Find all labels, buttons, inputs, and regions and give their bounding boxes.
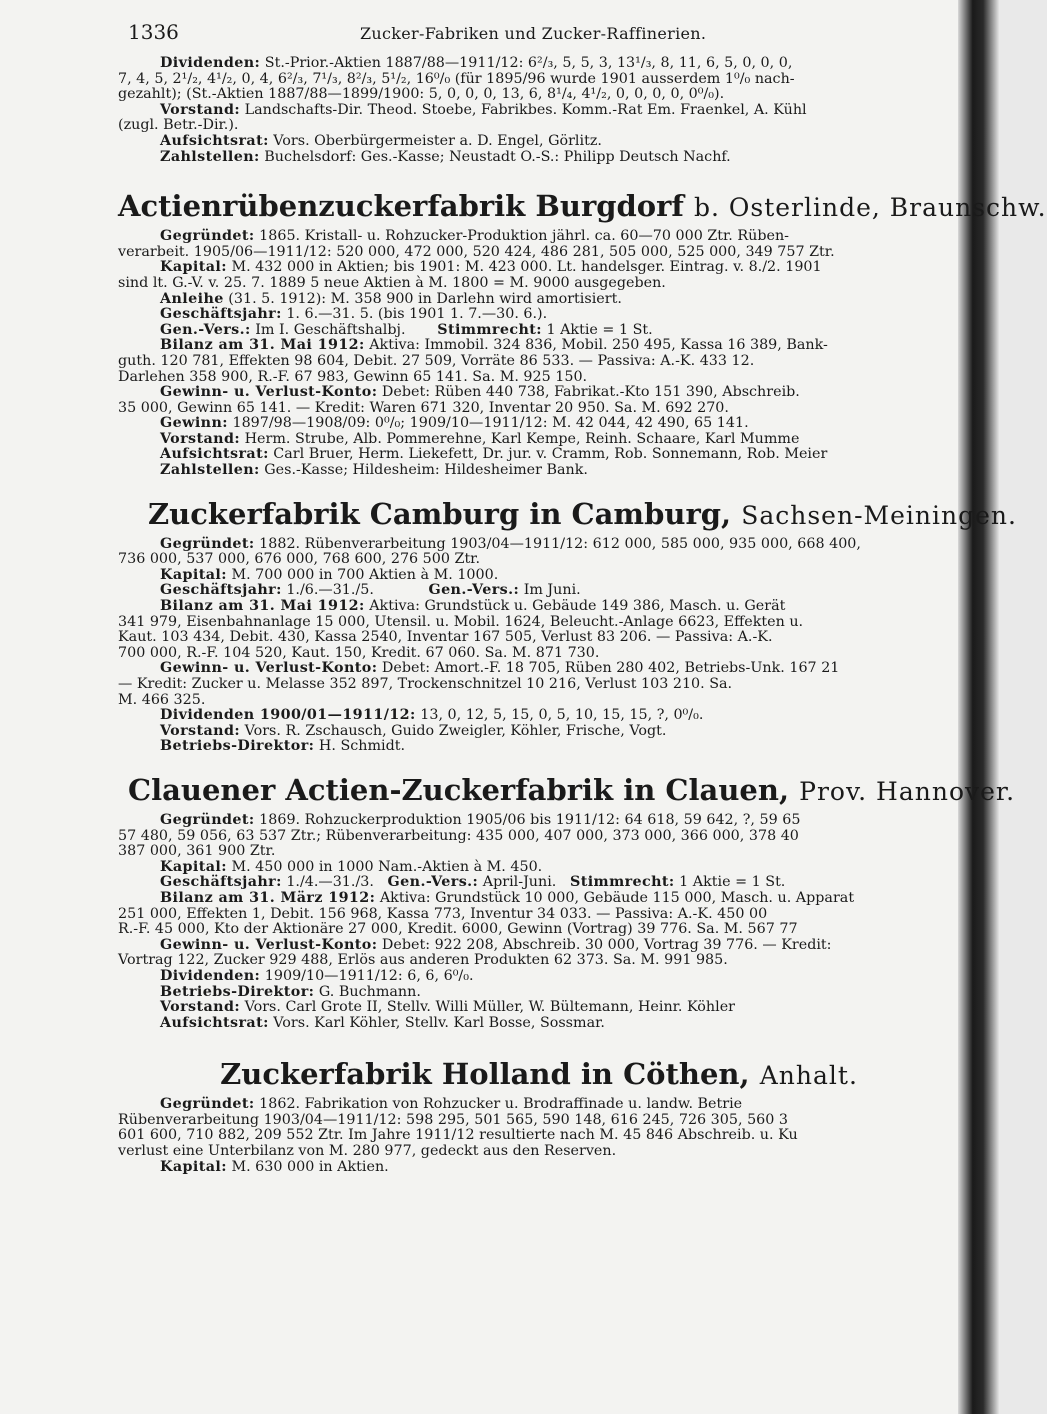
field-text: Buchelsdorf: Ges.-Kasse; Neustadt O.-S.: Philipp Deutsch Nachf. xyxy=(264,148,731,165)
field-label: Gen.-Vers.: xyxy=(387,874,479,891)
line xyxy=(118,338,960,354)
field-text: 1882. Rübenverarbeitung 1903/04—1911/12: 612 000, 585 000, 935 000, 668 400, xyxy=(259,535,861,552)
field-text: 13, 0, 12, 5, 15, 0, 5, 10, 15, 15, ?, 0⁰/₀. xyxy=(420,707,704,724)
field-text: St.-Prior.-Aktien 1887/88—1911/12: 6²/₃, 5, 5, 3, 13¹/₃, 8, 11, 6, 5, 0, 0, 0, xyxy=(264,55,793,71)
field-text: Carl Bruer, Herm. Liekefett, Dr. jur. v. Cramm, Rob. Sonnemann, Rob. Meier xyxy=(273,446,828,463)
line xyxy=(118,615,960,631)
field-label: Kapital: xyxy=(160,1158,227,1175)
field-text: Vors. R. Zschausch, Guido Zweigler, Köhler, Frische, Vogt. xyxy=(244,722,667,739)
line xyxy=(118,860,960,876)
line xyxy=(118,953,960,969)
line xyxy=(118,938,960,954)
field-label: Vorstand: xyxy=(160,722,241,739)
company-location: Anhalt. xyxy=(759,1061,858,1091)
field-text: Rübenverarbeitung 1903/04—1911/12: 598 295, 501 565, 590 148, 616 245, 726 305, 560 3 xyxy=(118,1111,788,1128)
entry-clauen xyxy=(118,772,1016,1031)
entry-title xyxy=(118,189,1047,225)
field-text: 35 000, Gewinn 65 141. — Kredit: Waren 671 320, Inventar 20 950. Sa. M. 692 270. xyxy=(118,399,729,416)
line xyxy=(118,134,960,150)
field-text: R.-F. 45 000, Kto der Aktionäre 27 000, Kredit. 6000, Gewinn (Vortrag) 39 776. Sa. M. 567 77 xyxy=(118,921,798,938)
line xyxy=(118,307,960,323)
line xyxy=(118,599,960,615)
text-column xyxy=(118,16,1047,1189)
field-text: 1862. Fabrikation von Rohzucker u. Brodraffinade u. landw. Betrie xyxy=(259,1096,743,1113)
field-label: Geschäftsjahr: xyxy=(160,874,282,891)
line xyxy=(118,583,960,599)
line xyxy=(118,875,960,891)
field-label: Gegründet: xyxy=(160,535,255,552)
line xyxy=(118,1144,960,1160)
line xyxy=(118,969,960,985)
field-text: April-Juni. xyxy=(482,874,557,891)
line xyxy=(118,1113,960,1129)
field-text: 736 000, 537 000, 676 000, 768 600, 276 500 Ztr. xyxy=(118,551,480,568)
field-label: Gegründet: xyxy=(160,811,255,828)
field-text: G. Buchmann. xyxy=(318,983,421,1000)
company-location: b. Osterlinde, Braunschw. xyxy=(693,193,1047,223)
field-text: 1 Aktie = 1 St. xyxy=(546,321,653,338)
field-text: 7, 4, 5, 2¹/₂, 4¹/₂, 0, 4, 6²/₃, 7¹/₃, 8²/₃, 5¹/₂, 16⁰/₀ (für 1895/96 wurde 1901 ausserdem 1⁰/₀ nach- xyxy=(118,70,795,87)
field-label: Gen.-Vers.: xyxy=(428,582,520,599)
line xyxy=(118,276,960,292)
field-label: Gewinn: xyxy=(160,415,228,432)
field-label: Vorstand: xyxy=(160,430,241,447)
field-label: Gen.-Vers.: xyxy=(160,321,251,338)
company-name: Zuckerfabrik Holland in Cöthen, xyxy=(220,1057,750,1092)
field-text: Herm. Strube, Alb. Pommerehne, Karl Kempe, Reinh. Schaare, Karl Mumme xyxy=(244,430,800,447)
page-header xyxy=(118,16,960,50)
field-text: (zugl. Betr.-Dir.). xyxy=(118,117,239,134)
field-label: Kapital: xyxy=(160,858,227,875)
entry-camburg xyxy=(118,496,1017,755)
field-text: 57 480, 59 056, 63 537 Ztr.; Rübenverarbeitung: 435 000, 407 000, 373 000, 366 000, 378 40 xyxy=(118,827,799,844)
field-label: Bilanz am 31. Mai 1912: xyxy=(160,598,365,615)
line xyxy=(118,447,960,463)
line xyxy=(118,1128,960,1144)
line xyxy=(118,292,960,308)
line xyxy=(118,985,960,1001)
field-label: Zahlstellen: xyxy=(160,148,260,165)
field-label: Gewinn- u. Verlust-Konto: xyxy=(160,660,378,677)
line xyxy=(118,1000,960,1016)
field-text: 1897/98—1908/09: 0⁰/₀; 1909/10—1911/12: M. 42 044, 42 490, 65 141. xyxy=(232,415,749,432)
field-text: Debet: Rüben 440 738, Fabrikat.-Kto 151 390, Abschreib. xyxy=(381,384,800,401)
field-text: Vors. Karl Köhler, Stellv. Karl Bosse, Sossmar. xyxy=(273,1014,605,1031)
line xyxy=(118,630,960,646)
field-text: gezahlt); (St.-Aktien 1887/88—1899/1900: 5, 0, 0, 0, 13, 6, 8¹/₄, 4¹/₂, 0, 0, 0, 0, 0⁰/₀). xyxy=(118,86,725,103)
field-text: M. 450 000 in 1000 Nam.-Aktien à M. 450. xyxy=(231,858,543,875)
line xyxy=(118,1097,960,1113)
field-label: Aufsichtsrat: xyxy=(160,1014,269,1031)
field-text: Vors. Oberbürgermeister a. D. Engel, Görlitz. xyxy=(273,132,602,149)
field-text: Aktiva: Grundstück u. Gebäude 149 386, Masch. u. Gerät xyxy=(369,598,786,615)
field-text: verarbeit. 1905/06—1911/12: 520 000, 472 000, 520 424, 486 281, 505 000, 525 000, 349 757 Ztr. xyxy=(118,243,835,260)
field-label: Gegründet: xyxy=(160,228,255,245)
line xyxy=(118,150,960,166)
line xyxy=(118,72,960,88)
field-label: Dividenden: xyxy=(160,967,261,984)
field-text: Debet: 922 208, Abschreib. 30 000, Vortrag 39 776. — Kredit: xyxy=(381,936,832,953)
field-label: Geschäftsjahr: xyxy=(160,582,282,599)
field-text: 1./6.—31./5. xyxy=(286,582,374,599)
line xyxy=(118,537,960,553)
company-location: Sachsen-Meiningen. xyxy=(741,500,1017,530)
field-label: Geschäftsjahr: xyxy=(160,306,282,323)
field-text: Aktiva: Immobil. 324 836, Mobil. 250 495, Kassa 16 389, Bank- xyxy=(369,337,828,354)
field-text: Aktiva: Grundstück 10 000, Gebäude 115 000, Masch. u. Apparat xyxy=(379,889,855,906)
field-text: Im Juni. xyxy=(523,582,581,599)
field-text: 1. 6.—31. 5. (bis 1901 1. 7.—30. 6.). xyxy=(286,306,548,323)
line xyxy=(118,661,960,677)
line xyxy=(118,260,960,276)
field-label: Gewinn- u. Verlust-Konto: xyxy=(160,384,378,401)
line xyxy=(118,432,960,448)
company-name: Actienrübenzuckerfabrik Burgdorf xyxy=(118,189,684,224)
company-location: Prov. Hannover. xyxy=(799,776,1016,806)
line xyxy=(118,844,960,860)
line xyxy=(118,416,960,432)
field-text: 387 000, 361 900 Ztr. xyxy=(118,843,276,860)
field-text: 1865. Kristall- u. Rohzucker-Produktion jährl. ca. 60—70 000 Ztr. Rüben- xyxy=(259,228,790,245)
field-text: (31. 5. 1912): M. 358 900 in Darlehn wird amortisiert. xyxy=(228,290,622,307)
line xyxy=(118,693,960,709)
entry-title xyxy=(118,1057,960,1093)
line xyxy=(118,401,960,417)
line xyxy=(118,646,960,662)
line xyxy=(118,1160,960,1176)
field-label: Vorstand: xyxy=(160,999,241,1016)
line xyxy=(118,568,960,584)
field-text: — Kredit: Zucker u. Melasse 352 897, Trockenschnitzel 10 216, Verlust 103 210. Sa. xyxy=(118,676,733,692)
field-text: 1./4.—31./3. xyxy=(286,874,374,891)
entry-holland xyxy=(118,1057,960,1175)
field-label: Kapital: xyxy=(160,566,227,583)
field-text: M. 432 000 in Aktien; bis 1901: M. 423 000. Lt. handelsger. Eintrag. v. 8./2. 1901 xyxy=(231,259,822,276)
field-text: 1909/10—1911/12: 6, 6, 6⁰/₀. xyxy=(264,967,474,984)
field-label: Stimmrecht: xyxy=(569,874,675,891)
entry-burgdorf xyxy=(118,189,1047,479)
company-name: Zuckerfabrik Camburg in Camburg, xyxy=(148,496,732,531)
field-text: 341 979, Eisenbahnanlage 15 000, Utensil. u. Mobil. 1624, Beleucht.-Anlage 6623, Effekten u. xyxy=(118,613,804,630)
field-label: Betriebs-Direktor: xyxy=(160,738,315,755)
field-label: Zahlstellen: xyxy=(160,462,260,479)
field-text: guth. 120 781, Effekten 98 604, Debit. 27 509, Vorräte 86 533. — Passiva: A.-K. 433 12. xyxy=(118,352,755,369)
line xyxy=(118,813,960,829)
field-text: Vors. Carl Grote II, Stellv. Willi Müller, W. Bültemann, Heinr. Köhler xyxy=(244,999,735,1016)
field-text: 1869. Rohzuckerproduktion 1905/06 bis 1911/12: 64 618, 59 642, ?, 59 65 xyxy=(259,811,801,828)
line xyxy=(118,385,960,401)
line xyxy=(118,829,960,845)
field-text: M. 466 325. xyxy=(118,691,206,708)
field-label: Dividenden 1900/01—1911/12: xyxy=(160,707,416,724)
line xyxy=(118,245,960,261)
line xyxy=(118,229,960,245)
field-text: Darlehen 358 900, R.-F. 67 983, Gewinn 65 141. Sa. M. 925 150. xyxy=(118,368,588,385)
field-text: 1 Aktie = 1 St. xyxy=(679,874,786,891)
field-label: Gewinn- u. Verlust-Konto: xyxy=(160,936,378,953)
field-text: Im I. Geschäftshalbj. xyxy=(255,321,406,338)
field-label: Dividenden: xyxy=(160,55,261,71)
line xyxy=(118,323,960,339)
field-label: Stimmrecht: xyxy=(437,321,542,338)
line xyxy=(118,724,960,740)
line xyxy=(118,891,960,907)
company-name: Clauener Actien-Zuckerfabrik in Clauen, xyxy=(128,772,790,807)
line xyxy=(118,354,960,370)
field-text: 700 000, R.-F. 104 520, Kaut. 150, Kredit. 67 060. Sa. M. 871 730. xyxy=(118,644,600,661)
line xyxy=(118,677,960,693)
line xyxy=(118,103,960,119)
entry-title xyxy=(118,496,1017,533)
field-label: Aufsichtsrat: xyxy=(160,446,269,463)
line xyxy=(118,739,960,755)
line xyxy=(118,463,960,479)
line xyxy=(118,118,960,134)
field-text: 601 600, 710 882, 209 552 Ztr. Im Jahre 1911/12 resultierte nach M. 45 846 Abschreib. u. Ku xyxy=(118,1127,798,1144)
line xyxy=(118,56,960,72)
field-label: Betriebs-Direktor: xyxy=(160,983,315,1000)
running-title: Zucker-Fabriken und Zucker-Raffinerien. xyxy=(360,24,707,43)
entry-title xyxy=(118,772,1016,809)
field-label: Kapital: xyxy=(160,259,227,276)
field-text: Landschafts-Dir. Theod. Stoebe, Fabrikbes. Komm.-Rat Em. Fraenkel, A. Kühl xyxy=(244,101,807,118)
field-label: Vorstand: xyxy=(160,101,241,118)
field-text: H. Schmidt. xyxy=(318,738,406,755)
field-text: M. 700 000 in 700 Aktien à M. 1000. xyxy=(231,566,499,583)
field-label: Bilanz am 31. März 1912: xyxy=(160,889,376,906)
entry-fragment xyxy=(118,56,960,165)
line xyxy=(118,87,960,103)
field-text: sind lt. G.-V. v. 25. 7. 1889 5 neue Aktien à M. 1800 = M. 9000 ausgegeben. xyxy=(118,274,666,291)
field-label: Gegründet: xyxy=(160,1096,255,1113)
line xyxy=(118,370,960,386)
field-label: Aufsichtsrat: xyxy=(160,132,269,149)
field-label: Anleihe xyxy=(160,290,224,307)
line xyxy=(118,1016,960,1032)
line xyxy=(118,907,960,923)
field-text: Debet: Amort.-F. 18 705, Rüben 280 402, Betriebs-Unk. 167 21 xyxy=(381,660,840,677)
field-text: M. 630 000 in Aktien. xyxy=(231,1158,389,1175)
page-number: 1336 xyxy=(128,20,179,44)
line xyxy=(118,708,960,724)
field-text: Vortrag 122, Zucker 929 488, Erlös aus anderen Produkten 62 373. Sa. M. 991 985. xyxy=(118,952,728,969)
field-label: Bilanz am 31. Mai 1912: xyxy=(160,337,365,354)
field-text: Kaut. 103 434, Debit. 430, Kassa 2540, Inventar 167 505, Verlust 83 206. — Passiva: A.-K. xyxy=(118,629,773,646)
field-text: verlust eine Unterbilanz von M. 280 977, gedeckt aus den Reserven. xyxy=(118,1143,617,1160)
line xyxy=(118,922,960,938)
line xyxy=(118,552,960,568)
field-text: Ges.-Kasse; Hildesheim: Hildesheimer Bank. xyxy=(264,462,588,479)
field-text: 251 000, Effekten 1, Debit. 156 968, Kassa 773, Inventur 34 033. — Passiva: A.-K. 450 00 xyxy=(118,905,768,922)
